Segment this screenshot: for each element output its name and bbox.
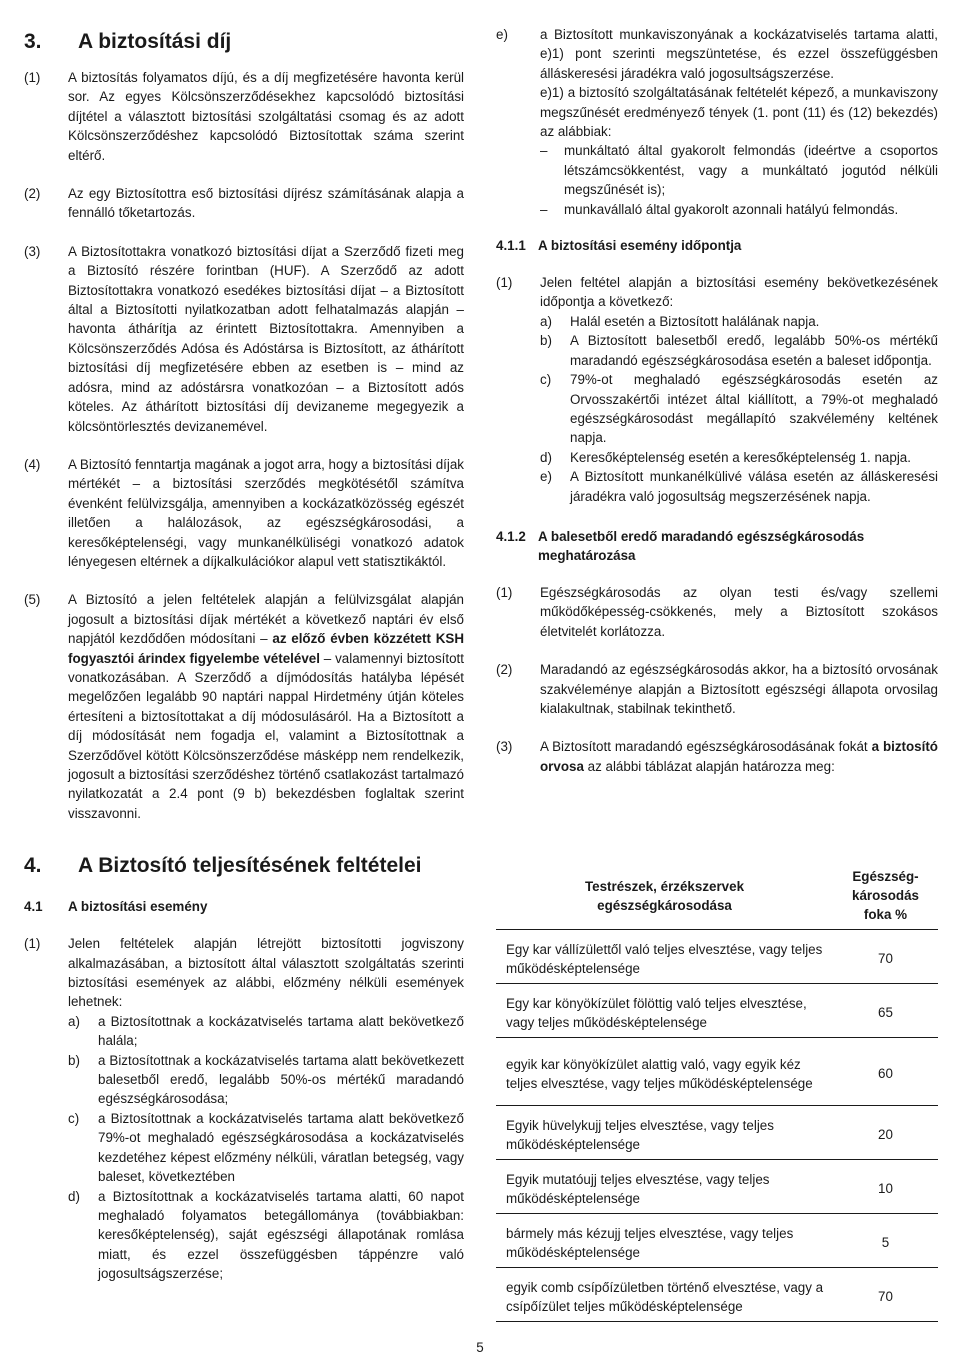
body-part-cell: bármely más kézujj teljes elvesztése, vagy teljes működésképtelensége <box>496 1220 833 1268</box>
page-number: 5 <box>476 1340 484 1355</box>
section-title: A Biztosító teljesítésének feltételei <box>78 854 422 878</box>
section-title: A biztosítási esemény <box>68 899 208 915</box>
list-label: b) <box>540 333 552 349</box>
list-label: c) <box>68 1110 80 1126</box>
paragraph-text-part: – valamennyi biztosított vonatkozásában. A Szerződő a díjmódosítás hatályba lépését megelőzően legalább 90 naptári nappal Hirdetmény útján köteles értesíteni a biztosítottakat a díj módosulásáról. Ha a Biztosított a díj módosítását nem fogadja el, valamint a Biztosítottnak a Szerződővel kötött Kölcsönszerződése másképp nem rendelkezik, jogosult a biztosítási szerződéshez történő csatlakozást tartalmazó nyilatkozatát a 2.4 pont (9 b) bekezdésben foglaltak szerint visszavonni. <box>68 650 465 821</box>
list-text: Halál esetén a Biztosított halálának napja. <box>570 313 820 329</box>
body-part-cell: Egyik mutatóujj teljes elvesztése, vagy teljes működésképtelensége <box>496 1166 833 1214</box>
damage-percentage-table <box>496 856 938 1328</box>
paragraph-4-1-1 <box>24 934 464 1283</box>
dash-symbol: – <box>540 143 548 159</box>
list-item <box>540 467 938 506</box>
section-title: A biztosítási esemény időpontja <box>538 238 742 254</box>
table-row <box>496 990 938 1038</box>
paragraph-3-2 <box>24 184 464 223</box>
emphasized-text: az előző évben közzétett KSH fogyasztói árindex figyelembe vételével <box>68 631 464 666</box>
paragraph-text-part: az alábbi táblázat alapján határozza meg: <box>583 758 835 774</box>
paragraph-number: (2) <box>24 186 41 202</box>
paragraph-4-1-2-3 <box>496 737 938 776</box>
list-text: a Biztosított munkaviszonyának a kockázatviselés tartama alatti, e)1) pont szerinti megszüntetése, és ezzel összefüggésben álláskeresési járadékra való jogosultságszerzése. <box>540 27 938 81</box>
body-part-cell: egyik kar könyökízület alattig való, vagy egyik kéz teljes elvesztése, vagy teljes működésképtelensége <box>496 1044 833 1106</box>
list-label: b) <box>68 1052 80 1068</box>
section-title: A balesetből eredő maradandó egészségkárosodás meghatározása <box>538 528 865 563</box>
paragraph-text: A Biztosítottakra vonatkozó biztosítási díjat a Szerződő fizeti meg a Biztosító részére forintban (HUF). A Szerződő az adott Biztosítottakra vonatkozó esedékes biztosítási díjat – a Biztosított által a Biztosítotti nyilatkozatban adott felhatalmazás alapján – havonta áthárítja az érintett Biztosítottakra. Amennyiben a Kölcsönszerződés Adósa és Adóstársa is Biztosított, az áthárított biztosítási díj megfizetésére ebben az esetben is – mind az adósra, mind az adóstársra vonatkozóan – a Biztosított adós köteles. Az áthárított biztosítási díj devizaneme megegyezik a kölcsöntörlesztés devizanemével. <box>68 243 464 434</box>
paragraph-text-part: A Biztosító a jelen feltételek alapján a felülvizsgálat alapján jogosult a biztosítási díjak mértékét a következő naptári év első napjától kezdődően módosítani – <box>68 592 464 647</box>
body-part-cell: Egy kar vállízülettől való teljes elvesztése, vagy teljes működésképtelensége <box>496 936 833 984</box>
table-row <box>496 1112 938 1160</box>
list-label: a) <box>68 1013 80 1029</box>
paragraph-number: (1) <box>24 70 41 85</box>
list-text: a Biztosítottnak a kockázatviselés tartama alatt bekövetkezett balesetből eredő, legalább 50%-os mértékű maradandó egészségkárosodása; <box>98 1052 464 1107</box>
paragraph-3-5 <box>24 590 464 823</box>
list-item <box>540 312 938 331</box>
section-4-1-heading <box>24 897 464 916</box>
paragraph-text: Egészségkárosodás az olyan testi és/vagy szellemi működőképesség-csökkenés, mely a Biztosított szokásos életvitelét korlátozza. <box>540 584 938 639</box>
right-column <box>496 0 938 776</box>
list-text: a Biztosítottnak a kockázatviselés tartama alatt bekövetkező 79%-ot meghaladó egészségkárosodása a kockázatviselés kezdetéhez képest előzmény nélküli, váratlan betegség, vagy baleset, következtében <box>98 1110 464 1185</box>
column-header-percentage: Egészség-károsodás foka % <box>833 862 938 930</box>
section-4-1-1-heading <box>496 236 938 255</box>
list-item-e1 <box>540 83 938 219</box>
list-text: A Biztosított munkanélkülivé válása esetén az álláskeresési járadékra való jogosultság megszerzésének napja. <box>570 469 938 504</box>
paragraph-body <box>68 934 464 1283</box>
paragraph-text: Az egy Biztosítottra eső biztosítási díjrész számításának alapja a fennálló tőketartozás. <box>68 186 464 221</box>
list-text: A Biztosított balesetből eredő, legalább 50%-os mértékű maradandó egészségkárosodása esetén a baleset időpontja. <box>570 333 938 368</box>
emphasized-text: a biztosító orvosa <box>540 739 938 774</box>
list-text: a Biztosítottnak a kockázatviselés tartama alatti, 60 napot meghaladó folyamatos betegállománya (továbbiakban: keresőképtelenség), saját egészségi állapotának romlása miatt, és ezzel összefüggésben táppénzre való jogosultságszerzése; <box>98 1188 464 1282</box>
list-item <box>540 331 938 370</box>
paragraph-4-1-1-1 <box>496 273 938 506</box>
paragraph-text: Jelen feltételek alapján létrejött biztosítotti jogviszony alkalmazásában, a biztosított által választott szolgáltatás szerinti biztosítási események az alábbi, előzmény nélküli események lehetnek: <box>68 936 464 1010</box>
paragraph-number: (1) <box>24 936 41 952</box>
table-row <box>496 1220 938 1268</box>
section-title: A biztosítási díj <box>78 30 232 53</box>
body-part-cell: egyik comb csípőízületben történő elvesztése, vagy a csípőízület teljes működésképtelensége <box>496 1274 833 1322</box>
paragraph-number: (1) <box>496 584 513 600</box>
paragraph-3-3 <box>24 242 464 436</box>
paragraph-text-part: A Biztosított maradandó egészségkárosodásának fokát <box>540 739 872 755</box>
paragraph-3-4 <box>24 455 464 571</box>
paragraph-number: (3) <box>24 243 41 259</box>
percentage-cell: 60 <box>833 1044 938 1106</box>
paragraph-text: Maradandó az egészségkárosodás akkor, ha a biztosító orvosának szakvéleménye alapján a Biztosított egészségi állapota orvosilag kialakultnak, stabilnak tekinthető. <box>540 662 938 716</box>
section-3-heading <box>24 29 464 55</box>
dash-text: munkavállaló által gyakorolt azonnali hatályú felmondás. <box>564 201 899 217</box>
list-label: e) <box>496 27 508 42</box>
list-item <box>540 370 938 448</box>
percentage-cell: 20 <box>833 1112 938 1160</box>
list-label: e) <box>540 469 552 485</box>
list-label: a) <box>540 313 552 329</box>
dash-item <box>540 200 938 219</box>
body-part-cell: Egyik hüvelykujj teljes elvesztése, vagy teljes működésképtelensége <box>496 1112 833 1160</box>
paragraph-text: A biztosítás folyamatos díjú, és a díj megfizetésére havonta kerül sor. Az egyes Kölcsönszerződésekhez kapcsolódó biztosítási díjtétel a választott biztosítási szolgáltatási csomag és az adott Kölcsönszerződéshez kapcsolódó Biztosítottak száma szerint eltérő. <box>68 70 464 163</box>
paragraph-number: (2) <box>496 662 513 678</box>
table-row <box>496 1274 938 1322</box>
section-number: 4. <box>24 854 42 878</box>
dash-item <box>540 141 938 199</box>
paragraph-body <box>540 273 938 506</box>
table-header-row <box>496 862 938 930</box>
section-number: 4.1.1 <box>496 238 526 254</box>
list-label: c) <box>540 372 552 388</box>
list-item-e <box>496 25 938 83</box>
list-text: a Biztosítottnak a kockázatviselés tartama alatt bekövetkező halála; <box>98 1013 464 1049</box>
list-label: d) <box>540 449 552 465</box>
paragraph-3-1 <box>24 68 464 165</box>
list-text: e)1) a biztosító szolgáltatásának feltételét képező, a munkaviszony megszűnését eredményező tények (1. pont (11) és (12) bekezdés) az alábbiak: <box>540 85 938 140</box>
percentage-cell: 10 <box>833 1166 938 1214</box>
list-text: 79%-ot meghaladó egészségkárosodás esetén az Orvosszakértői intézet által kiállított, a 79%-ot meghaladó egészségkárosodást megállapító szakvélemény keltének napja. <box>570 372 938 446</box>
paragraph-4-1-2-2 <box>496 660 938 718</box>
percentage-cell: 70 <box>833 1274 938 1322</box>
paragraph-text <box>540 737 938 776</box>
list-item <box>68 1109 464 1187</box>
paragraph-number: (5) <box>24 592 41 608</box>
column-header-body-part: Testrészek, érzékszervek egészségkárosodása <box>496 862 833 930</box>
section-number: 4.1 <box>24 899 43 915</box>
section-4-1-2-heading <box>496 527 938 565</box>
section-number: 4.1.2 <box>496 528 526 544</box>
table-row <box>496 1166 938 1214</box>
list-item <box>68 1012 464 1051</box>
paragraph-4-1-2-1 <box>496 583 938 641</box>
paragraph-text: A Biztosító fenntartja magának a jogot arra, hogy a biztosítási díjak mértékét – a biztosítási szerződés megkötésétől számítva évenként felülvizsgálja, amennyiben a kockázatközösség egészét illetően a halálozások, az egészségkárosodási, a keresőképtelenségi, vagy munkanélküliségi vonatkozó adatok lényegesen eltérnek a díjkalkulációkor alapul vett statisztikáktól. <box>68 456 464 569</box>
percentage-cell: 65 <box>833 990 938 1038</box>
dash-symbol: – <box>540 201 548 217</box>
paragraph-text <box>68 590 464 823</box>
list-item <box>68 1051 464 1109</box>
body-part-cell: Egy kar könyökízület fölöttig való teljes elvesztése, vagy teljes működésképtelensége <box>496 990 833 1038</box>
paragraph-number: (3) <box>496 739 513 755</box>
paragraph-number: (4) <box>24 456 41 472</box>
percentage-cell: 70 <box>833 936 938 984</box>
list-item <box>68 1187 464 1284</box>
dash-text: munkáltató által gyakorolt felmondás (ideértve a csoportos létszámcsökkentést, vagy a munkáltató jogutód nélküli megszűnését is); <box>564 143 938 198</box>
paragraph-text: Jelen feltétel alapján a biztosítási esemény bekövetkezésének időpontja a következő: <box>540 275 938 310</box>
list-text: Keresőképtelenség esetén a keresőképtelenség 1. napja. <box>570 449 911 465</box>
section-number: 3. <box>24 30 42 53</box>
left-column <box>24 0 464 1284</box>
table-row <box>496 1044 938 1106</box>
table-row <box>496 936 938 984</box>
section-4-heading <box>24 853 464 879</box>
list-label: d) <box>68 1188 80 1204</box>
percentage-cell: 5 <box>833 1220 938 1268</box>
list-item <box>540 448 938 467</box>
paragraph-number: (1) <box>496 275 513 291</box>
